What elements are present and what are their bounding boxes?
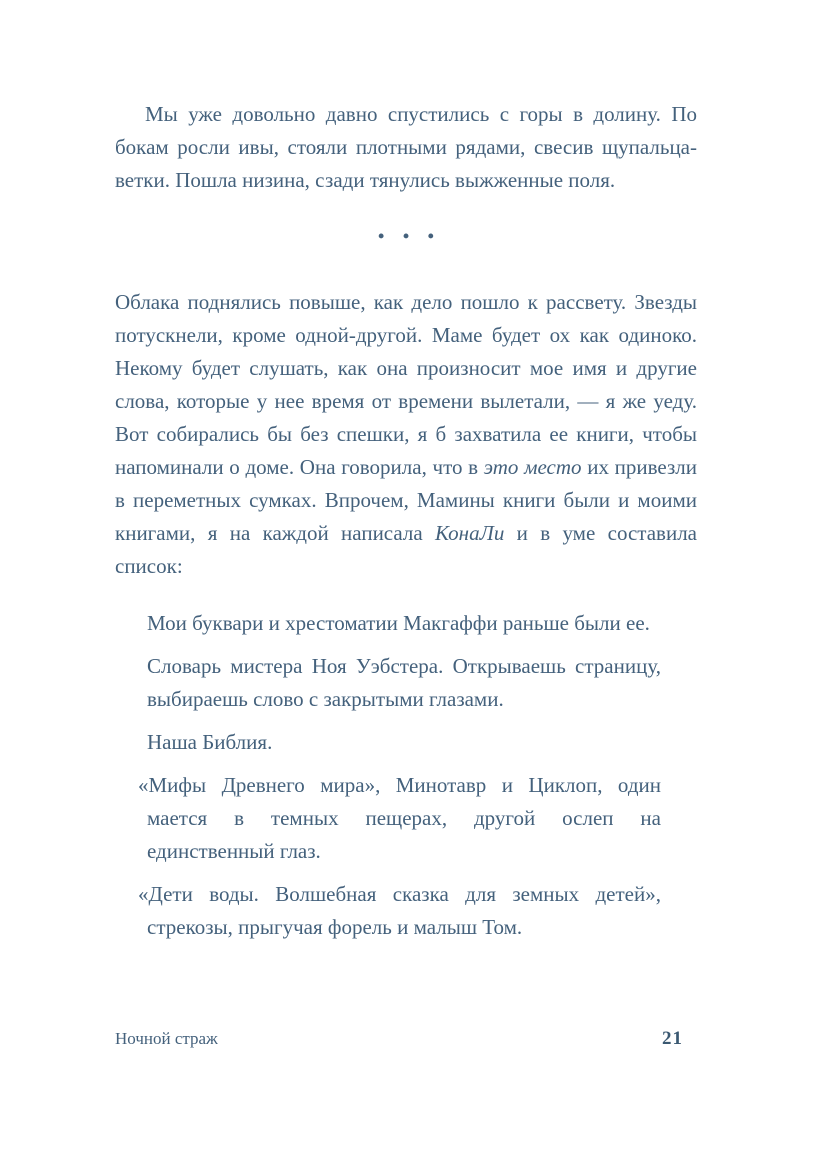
running-title: Ночной страж [115, 1029, 218, 1048]
page-number: 21 [662, 1028, 683, 1049]
list-item: Мои буквари и хрестоматии Макгаффи раньше были ее. [147, 611, 650, 635]
list-item: Словарь мистера Ноя Уэбстера. Открываешь страницу, выбираешь слово с закрытыми глазами. [147, 654, 661, 711]
section-separator-dots: • • • [378, 226, 441, 246]
italic-phrase: КонаЛи [435, 521, 505, 545]
page-footer [115, 1028, 697, 1050]
list-item: «Дети воды. Волшебная сказка для земных детей», стрекозы, прыгучая форель и малыш Том. [138, 882, 661, 939]
paragraph-text: Облака поднялись повыше, как дело пошло к рассвету. Звезды потускнели, кроме одной-другой. Маме будет ох как одиноко. Некому будет слушать, как она произносит мое имя и другие слова, которые у нее время от времени вылетали, — я же уеду. Вот собирались бы без спешки, я б захватила ее книги, чтобы напоминали о доме. Она говорила, что в [115, 290, 697, 479]
italic-phrase: это место [483, 455, 582, 479]
paragraph-1: Мы уже довольно давно спустились с горы в долину. По бокам росли ивы, стояли плотными рядами, свесив щупальца-ветки. Пошла низина, сзади тянулись выжженные поля. [115, 102, 697, 192]
paragraph-text: их привезли в переметных сумках. Впрочем, Мамины книги были и моими книгами, я на каждой написала [115, 455, 697, 545]
list-item: «Мифы Древнего мира», Минотавр и Циклоп, один мается в темных пещерах, другой ослеп на единственный глаз. [138, 773, 661, 863]
list-item: Наша Библия. [147, 730, 273, 754]
book-list [115, 607, 697, 944]
paragraph-2 [115, 286, 697, 583]
text-block [115, 98, 697, 954]
paragraph-text: и в уме составила список: [115, 521, 697, 578]
